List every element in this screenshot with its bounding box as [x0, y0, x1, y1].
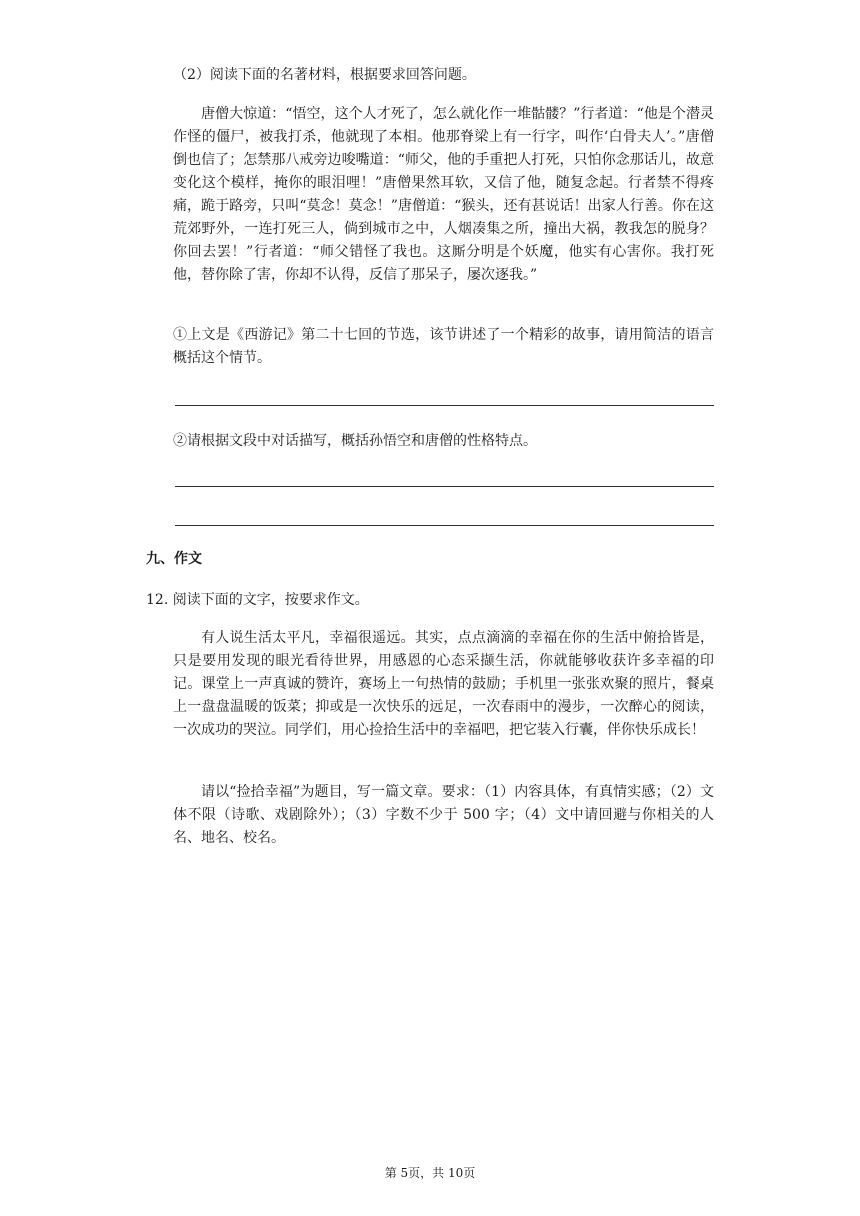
essay-requirement: 请以“捡拾幸福”为题目，写一篇文章。要求：（1）内容具体，有真情实感；（2）文体不限（诗歌、戏剧除外）；（3）字数不少于 500 字；（4）文中请回避与你相关的人名、地名、校名。 [173, 784, 714, 846]
page-number: 第 5页，共 10页 [384, 1166, 476, 1180]
question-part2-intro: （2）阅读下面的名著材料，根据要求回答问题。 [173, 67, 476, 83]
sub-question-2: ②请根据文段中对话描写，概括孙悟空和唐僧的性格特点。 [173, 433, 537, 449]
question-12-line: 12. 阅读下面的文字，按要求作文。 [146, 592, 369, 608]
reading-passage: 唐僧大惊道：“悟空，这个人才死了，怎么就化作一堆骷髅？”行者道：“他是个潜灵作怪的僵尸，被我打杀，他就现了本相。他那脊梁上有一行字，叫作‘白骨夫人’。”唐僧倒也信了；怎禁那八戒旁边唆嘴道：“师父，他的手重把人打死，只怕你念那话儿，故意变化这个模样，掩你的眼泪哩！”唐僧果然耳软，又信了他，随复念起。行者禁不得疼痛，跪于路旁，只叫“莫念！莫念！”唐僧道：“猴头，还有甚说话！出家人行善。你在这荒郊野外，一连打死三人，倘到城市之中，人烟凑集之所，撞出大祸，教我怎的脱身？你回去罢！”行者道：“师父错怪了我也。这厮分明是个妖魔，他实有心害你。我打死他，替你除了害，你却不认得，反信了那呆子，屡次逐我。” [173, 106, 714, 283]
essay-material: 有人说生活太平凡，幸福很遥远。其实，点点滴滴的幸福在你的生活中俯拾皆是，只是要用发现的眼光看待世界，用感恩的心态采撷生活，你就能够收获许多幸福的印记。课堂上一声真诚的赞许，赛场上一句热情的鼓励；手机里一张张欢聚的照片，餐桌上一盘盘温暖的饭菜；抑或是一次快乐的远足，一次春雨中的漫步，一次醉心的阅读，一次成功的哭泣。同学们，用心捡拾生活中的幸福吧，把它装入行囊，伴你快乐成长！ [173, 630, 714, 738]
answer-line-3[interactable] [175, 525, 714, 526]
answer-line-1[interactable] [175, 405, 714, 406]
sub-question-1: ①上文是《西游记》第二十七回的节选，该节讲述了一个精彩的故事，请用简洁的语言概括这个情节。 [173, 327, 714, 366]
answer-line-2[interactable] [175, 486, 714, 487]
section-heading: 九、作文 [146, 551, 202, 567]
